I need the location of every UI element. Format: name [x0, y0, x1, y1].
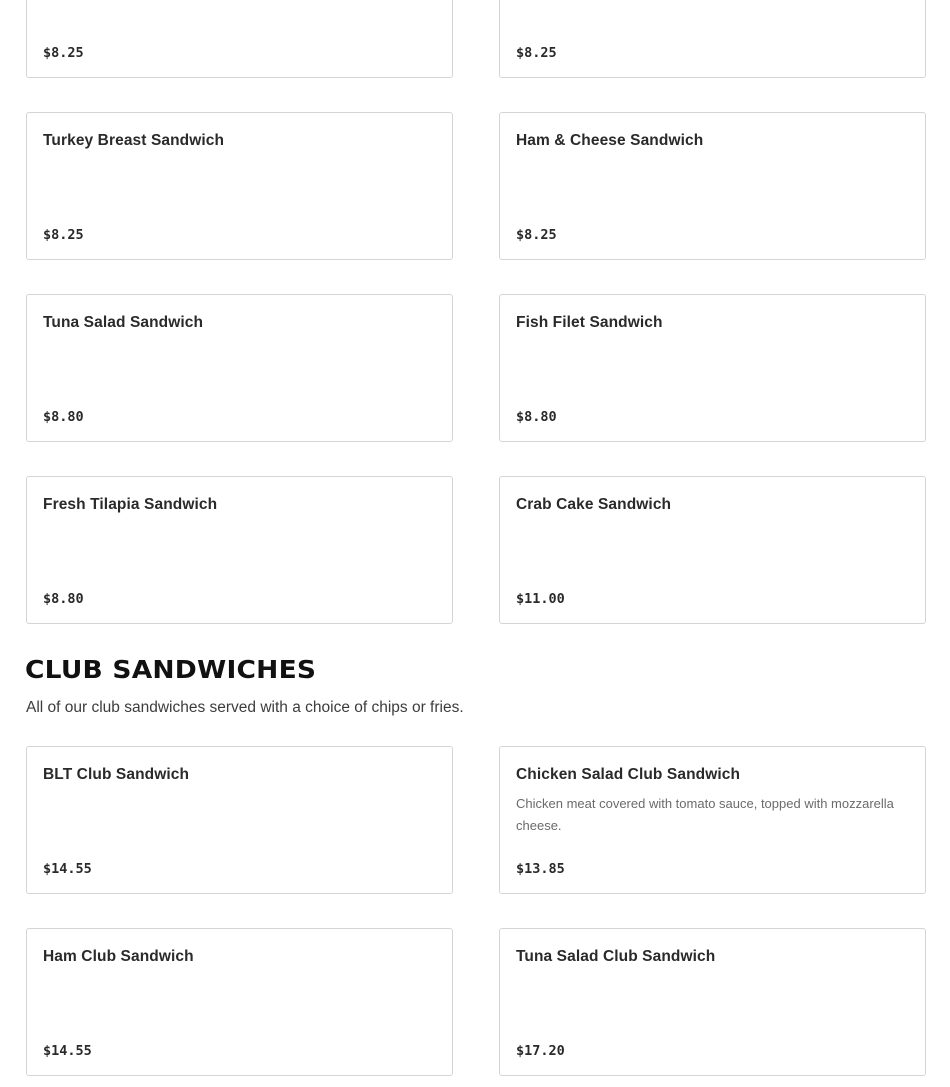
menu-item-price: $8.25: [516, 227, 557, 243]
menu-item-price: $8.80: [516, 409, 557, 425]
menu-item-price: $13.85: [516, 861, 565, 877]
menu-item-name: Turkey Breast Sandwich: [43, 132, 225, 149]
menu-item-card[interactable]: [26, 294, 453, 442]
menu-item-card[interactable]: [26, 746, 453, 894]
menu-item-description: Chicken meat covered with tomato sauce, topped with mozzarella cheese.: [516, 796, 894, 833]
menu-item-price: $14.55: [43, 1043, 92, 1059]
menu-item-price: $11.00: [516, 591, 565, 607]
section-title: CLUB SANDWICHES: [25, 655, 317, 684]
menu-item-card[interactable]: [26, 476, 453, 624]
menu-item-name: Crab Cake Sandwich: [516, 496, 672, 513]
menu-item-card[interactable]: [26, 0, 453, 78]
menu-item-name: Tuna Salad Sandwich: [43, 314, 204, 331]
menu-item-card[interactable]: [499, 294, 926, 442]
menu-item-price: $17.20: [516, 1043, 565, 1059]
menu-item-card[interactable]: [499, 0, 926, 78]
menu-item-price: $8.25: [43, 227, 84, 243]
menu-item-card[interactable]: [499, 928, 926, 1076]
menu-item-name: Fresh Tilapia Sandwich: [43, 496, 218, 513]
menu-item-name: Chicken Salad Club Sandwich: [516, 766, 741, 783]
menu-item-price: $8.25: [516, 45, 557, 61]
menu-item-card[interactable]: [26, 112, 453, 260]
menu-item-card[interactable]: [499, 746, 926, 894]
menu-item-name: Ham & Cheese Sandwich: [516, 132, 704, 149]
menu-item-price: $14.55: [43, 861, 92, 877]
menu-item-price: $8.80: [43, 409, 84, 425]
menu-item-card[interactable]: [499, 476, 926, 624]
section-subtitle: All of our club sandwiches served with a choice of chips or fries.: [26, 699, 464, 716]
menu-item-name: Tuna Salad Club Sandwich: [516, 948, 716, 965]
menu-item-price: $8.80: [43, 591, 84, 607]
menu-item-name: Ham Club Sandwich: [43, 948, 194, 965]
menu-item-name: Fish Filet Sandwich: [516, 314, 663, 331]
menu-item-card[interactable]: [26, 928, 453, 1076]
menu-item-card[interactable]: [499, 112, 926, 260]
menu-item-name: BLT Club Sandwich: [43, 766, 190, 783]
menu-item-price: $8.25: [43, 45, 84, 61]
